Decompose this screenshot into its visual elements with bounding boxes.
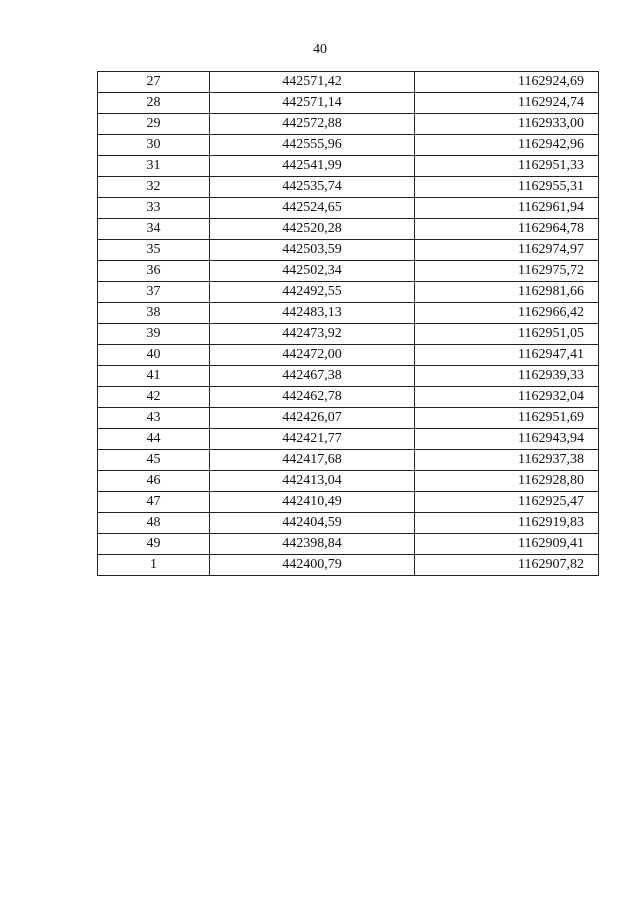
x-coordinate-cell: 442413,04	[210, 471, 415, 492]
y-coordinate-cell: 1162943,94	[415, 429, 599, 450]
y-coordinate-cell: 1162919,83	[415, 513, 599, 534]
point-number-cell: 37	[98, 282, 210, 303]
point-number-cell: 27	[98, 72, 210, 93]
table-row	[98, 492, 599, 513]
table-row	[98, 324, 599, 345]
table-row	[98, 513, 599, 534]
x-coordinate-cell: 442421,77	[210, 429, 415, 450]
point-number-cell: 47	[98, 492, 210, 513]
point-number-cell: 38	[98, 303, 210, 324]
table-row	[98, 282, 599, 303]
coordinates-table-body	[98, 72, 599, 576]
x-coordinate-cell: 442473,92	[210, 324, 415, 345]
point-number-cell: 36	[98, 261, 210, 282]
y-coordinate-cell: 1162942,96	[415, 135, 599, 156]
table-row	[98, 156, 599, 177]
x-coordinate-cell: 442572,88	[210, 114, 415, 135]
page-number: 40	[313, 42, 327, 57]
point-number-cell: 46	[98, 471, 210, 492]
x-coordinate-cell: 442541,99	[210, 156, 415, 177]
point-number-cell: 32	[98, 177, 210, 198]
table-row	[98, 261, 599, 282]
x-coordinate-cell: 442398,84	[210, 534, 415, 555]
point-number-cell: 39	[98, 324, 210, 345]
x-coordinate-cell: 442535,74	[210, 177, 415, 198]
x-coordinate-cell: 442417,68	[210, 450, 415, 471]
y-coordinate-cell: 1162974,97	[415, 240, 599, 261]
y-coordinate-cell: 1162955,31	[415, 177, 599, 198]
point-number-cell: 1	[98, 555, 210, 576]
point-number-cell: 42	[98, 387, 210, 408]
point-number-cell: 48	[98, 513, 210, 534]
table-row	[98, 534, 599, 555]
y-coordinate-cell: 1162975,72	[415, 261, 599, 282]
point-number-cell: 34	[98, 219, 210, 240]
table-row	[98, 114, 599, 135]
table-row	[98, 387, 599, 408]
y-coordinate-cell: 1162909,41	[415, 534, 599, 555]
y-coordinate-cell: 1162925,47	[415, 492, 599, 513]
x-coordinate-cell: 442410,49	[210, 492, 415, 513]
x-coordinate-cell: 442502,34	[210, 261, 415, 282]
x-coordinate-cell: 442520,28	[210, 219, 415, 240]
table-row	[98, 72, 599, 93]
table-row	[98, 93, 599, 114]
y-coordinate-cell: 1162951,05	[415, 324, 599, 345]
y-coordinate-cell: 1162964,78	[415, 219, 599, 240]
x-coordinate-cell: 442426,07	[210, 408, 415, 429]
x-coordinate-cell: 442524,65	[210, 198, 415, 219]
y-coordinate-cell: 1162933,00	[415, 114, 599, 135]
table-row	[98, 219, 599, 240]
y-coordinate-cell: 1162961,94	[415, 198, 599, 219]
table-row	[98, 135, 599, 156]
y-coordinate-cell: 1162928,80	[415, 471, 599, 492]
point-number-cell: 35	[98, 240, 210, 261]
table-row	[98, 177, 599, 198]
coordinates-table	[97, 71, 599, 576]
table-row	[98, 303, 599, 324]
table-row	[98, 450, 599, 471]
x-coordinate-cell: 442472,00	[210, 345, 415, 366]
x-coordinate-cell: 442400,79	[210, 555, 415, 576]
table-row	[98, 471, 599, 492]
x-coordinate-cell: 442503,59	[210, 240, 415, 261]
x-coordinate-cell: 442492,55	[210, 282, 415, 303]
point-number-cell: 31	[98, 156, 210, 177]
point-number-cell: 40	[98, 345, 210, 366]
table-row	[98, 366, 599, 387]
y-coordinate-cell: 1162924,74	[415, 93, 599, 114]
point-number-cell: 44	[98, 429, 210, 450]
point-number-cell: 41	[98, 366, 210, 387]
y-coordinate-cell: 1162951,69	[415, 408, 599, 429]
point-number-cell: 29	[98, 114, 210, 135]
point-number-cell: 45	[98, 450, 210, 471]
y-coordinate-cell: 1162907,82	[415, 555, 599, 576]
y-coordinate-cell: 1162951,33	[415, 156, 599, 177]
y-coordinate-cell: 1162932,04	[415, 387, 599, 408]
x-coordinate-cell: 442467,38	[210, 366, 415, 387]
y-coordinate-cell: 1162947,41	[415, 345, 599, 366]
point-number-cell: 49	[98, 534, 210, 555]
table-row	[98, 408, 599, 429]
y-coordinate-cell: 1162924,69	[415, 72, 599, 93]
table-row	[98, 345, 599, 366]
table-row	[98, 429, 599, 450]
y-coordinate-cell: 1162981,66	[415, 282, 599, 303]
table-row	[98, 198, 599, 219]
y-coordinate-cell: 1162966,42	[415, 303, 599, 324]
table-row	[98, 240, 599, 261]
x-coordinate-cell: 442555,96	[210, 135, 415, 156]
table-row	[98, 555, 599, 576]
point-number-cell: 43	[98, 408, 210, 429]
y-coordinate-cell: 1162939,33	[415, 366, 599, 387]
point-number-cell: 28	[98, 93, 210, 114]
point-number-cell: 33	[98, 198, 210, 219]
point-number-cell: 30	[98, 135, 210, 156]
x-coordinate-cell: 442571,42	[210, 72, 415, 93]
x-coordinate-cell: 442404,59	[210, 513, 415, 534]
y-coordinate-cell: 1162937,38	[415, 450, 599, 471]
x-coordinate-cell: 442462,78	[210, 387, 415, 408]
x-coordinate-cell: 442483,13	[210, 303, 415, 324]
x-coordinate-cell: 442571,14	[210, 93, 415, 114]
